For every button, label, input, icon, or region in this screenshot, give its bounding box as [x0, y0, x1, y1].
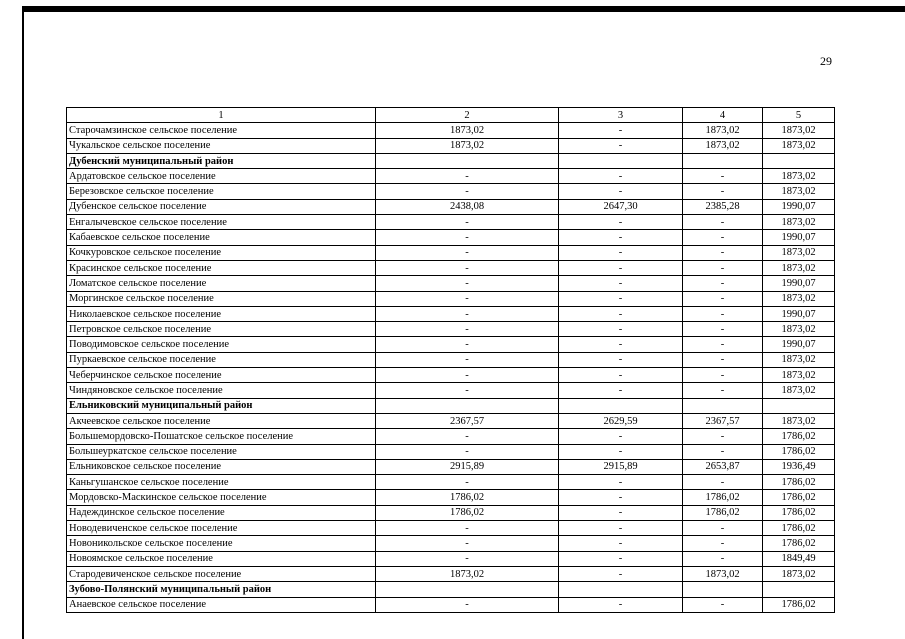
table-row [67, 459, 835, 474]
value-cell-col-2: - [376, 276, 559, 291]
value-cell-col-4: - [683, 306, 763, 321]
value-cell-col-5: 1873,02 [763, 368, 835, 383]
value-cell-col-5: 1849,49 [763, 551, 835, 566]
value-cell-col-5: 1873,02 [763, 352, 835, 367]
value-cell-col-4 [683, 582, 763, 597]
settlement-name-cell: Большеуркатское сельское поселение [67, 444, 376, 459]
value-cell-col-3 [559, 398, 683, 413]
value-cell-col-2: 1873,02 [376, 566, 559, 581]
value-cell-col-3 [559, 582, 683, 597]
table-header-row [67, 108, 835, 123]
value-cell-col-3: - [559, 490, 683, 505]
value-cell-col-4: - [683, 352, 763, 367]
value-cell-col-2: 2915,89 [376, 459, 559, 474]
value-cell-col-5: 1936,49 [763, 459, 835, 474]
table-row [67, 215, 835, 230]
table-row [67, 184, 835, 199]
value-cell-col-4: - [683, 429, 763, 444]
value-cell-col-2: - [376, 352, 559, 367]
table-row [67, 505, 835, 520]
table-row [67, 475, 835, 490]
value-cell-col-2: - [376, 475, 559, 490]
value-cell-col-4: - [683, 383, 763, 398]
value-cell-col-2: - [376, 536, 559, 551]
value-cell-col-4: - [683, 276, 763, 291]
district-row [67, 582, 835, 597]
column-header-3: 3 [559, 108, 683, 123]
district-name-cell: Дубенский муниципальный район [67, 153, 376, 168]
tariff-table [66, 107, 835, 613]
settlement-name-cell: Дубенское сельское поселение [67, 199, 376, 214]
value-cell-col-4: 1873,02 [683, 123, 763, 138]
settlement-name-cell: Кочкуровское сельское поселение [67, 245, 376, 260]
value-cell-col-5: 1786,02 [763, 490, 835, 505]
table-row [67, 245, 835, 260]
value-cell-col-5: 1873,02 [763, 566, 835, 581]
value-cell-col-2: - [376, 597, 559, 612]
value-cell-col-3: - [559, 123, 683, 138]
value-cell-col-5: 1873,02 [763, 123, 835, 138]
column-header-4: 4 [683, 108, 763, 123]
page-top-border [22, 6, 905, 12]
value-cell-col-3: - [559, 245, 683, 260]
value-cell-col-3: - [559, 521, 683, 536]
value-cell-col-3: - [559, 138, 683, 153]
value-cell-col-4: - [683, 322, 763, 337]
table-row [67, 536, 835, 551]
value-cell-col-2: 1873,02 [376, 138, 559, 153]
value-cell-col-4: - [683, 536, 763, 551]
value-cell-col-4: - [683, 368, 763, 383]
district-row [67, 398, 835, 413]
value-cell-col-4: - [683, 551, 763, 566]
value-cell-col-3: 2915,89 [559, 459, 683, 474]
value-cell-col-2 [376, 582, 559, 597]
value-cell-col-4: 2367,57 [683, 413, 763, 428]
value-cell-col-2: - [376, 291, 559, 306]
table-row [67, 322, 835, 337]
table-row [67, 352, 835, 367]
district-name-cell: Ельниковский муниципальный район [67, 398, 376, 413]
value-cell-col-2: - [376, 551, 559, 566]
table-row [67, 490, 835, 505]
value-cell-col-5 [763, 153, 835, 168]
settlement-name-cell: Стародевиченское сельское поселение [67, 566, 376, 581]
value-cell-col-4: 2653,87 [683, 459, 763, 474]
value-cell-col-5: 1873,02 [763, 184, 835, 199]
settlement-name-cell: Новоникольское сельское поселение [67, 536, 376, 551]
table-row [67, 337, 835, 352]
value-cell-col-4: - [683, 260, 763, 275]
settlement-name-cell: Надеждинское сельское поселение [67, 505, 376, 520]
value-cell-col-3: - [559, 566, 683, 581]
value-cell-col-5: 1786,02 [763, 475, 835, 490]
value-cell-col-3: - [559, 597, 683, 612]
settlement-name-cell: Ельниковское сельское поселение [67, 459, 376, 474]
value-cell-col-5: 1873,02 [763, 322, 835, 337]
column-header-1: 1 [67, 108, 376, 123]
value-cell-col-4: - [683, 245, 763, 260]
settlement-name-cell: Березовское сельское поселение [67, 184, 376, 199]
value-cell-col-3: - [559, 383, 683, 398]
settlement-name-cell: Пуркаевское сельское поселение [67, 352, 376, 367]
table-row [67, 429, 835, 444]
value-cell-col-3: - [559, 444, 683, 459]
table-row [67, 444, 835, 459]
table-row [67, 291, 835, 306]
table-row [67, 597, 835, 612]
value-cell-col-3: - [559, 230, 683, 245]
settlement-name-cell: Чеберчинское сельское поселение [67, 368, 376, 383]
table-row [67, 566, 835, 581]
value-cell-col-3: - [559, 551, 683, 566]
settlement-name-cell: Каньгушанское сельское поселение [67, 475, 376, 490]
value-cell-col-2: - [376, 169, 559, 184]
table-row [67, 169, 835, 184]
value-cell-col-5: 1873,02 [763, 215, 835, 230]
table-row [67, 276, 835, 291]
value-cell-col-3: - [559, 352, 683, 367]
value-cell-col-2: 1786,02 [376, 505, 559, 520]
value-cell-col-3: - [559, 475, 683, 490]
value-cell-col-3: - [559, 337, 683, 352]
value-cell-col-2: - [376, 245, 559, 260]
value-cell-col-4: - [683, 337, 763, 352]
settlement-name-cell: Кабаевское сельское поселение [67, 230, 376, 245]
settlement-name-cell: Анаевское сельское поселение [67, 597, 376, 612]
value-cell-col-3: - [559, 184, 683, 199]
settlement-name-cell: Чукальское сельское поселение [67, 138, 376, 153]
value-cell-col-4: - [683, 184, 763, 199]
value-cell-col-2: - [376, 429, 559, 444]
table-row [67, 551, 835, 566]
table-row [67, 123, 835, 138]
table-row [67, 306, 835, 321]
value-cell-col-4: - [683, 521, 763, 536]
table-row [67, 521, 835, 536]
value-cell-col-4: - [683, 230, 763, 245]
value-cell-col-4: 1873,02 [683, 566, 763, 581]
value-cell-col-5: 1873,02 [763, 138, 835, 153]
value-cell-col-3: - [559, 306, 683, 321]
page-number: 29 [820, 54, 832, 68]
value-cell-col-5: 1990,07 [763, 199, 835, 214]
value-cell-col-2: - [376, 383, 559, 398]
value-cell-col-5 [763, 398, 835, 413]
value-cell-col-2: - [376, 215, 559, 230]
settlement-name-cell: Енгалычевское сельское поселение [67, 215, 376, 230]
value-cell-col-4: 1786,02 [683, 490, 763, 505]
table-body [67, 108, 835, 613]
value-cell-col-5: 1873,02 [763, 383, 835, 398]
table-row [67, 383, 835, 398]
value-cell-col-3: 2647,30 [559, 199, 683, 214]
value-cell-col-3: - [559, 169, 683, 184]
settlement-name-cell: Мордовско-Маскинское сельское поселение [67, 490, 376, 505]
value-cell-col-3: - [559, 429, 683, 444]
value-cell-col-5: 1990,07 [763, 337, 835, 352]
value-cell-col-2: - [376, 444, 559, 459]
settlement-name-cell: Красинское сельское поселение [67, 260, 376, 275]
value-cell-col-5: 1786,02 [763, 597, 835, 612]
value-cell-col-4: 2385,28 [683, 199, 763, 214]
value-cell-col-2: - [376, 368, 559, 383]
value-cell-col-5: 1990,07 [763, 306, 835, 321]
settlement-name-cell: Новоямское сельское поселение [67, 551, 376, 566]
value-cell-col-2: 1873,02 [376, 123, 559, 138]
value-cell-col-2: - [376, 337, 559, 352]
value-cell-col-3 [559, 153, 683, 168]
table-row [67, 260, 835, 275]
settlement-name-cell: Моргинское сельское поселение [67, 291, 376, 306]
value-cell-col-2: 2367,57 [376, 413, 559, 428]
value-cell-col-5: 1786,02 [763, 429, 835, 444]
value-cell-col-4: 1873,02 [683, 138, 763, 153]
value-cell-col-2 [376, 153, 559, 168]
district-row [67, 153, 835, 168]
value-cell-col-5: 1786,02 [763, 521, 835, 536]
settlement-name-cell: Поводимовское сельское поселение [67, 337, 376, 352]
value-cell-col-5: 1873,02 [763, 291, 835, 306]
value-cell-col-5: 1990,07 [763, 276, 835, 291]
table-row [67, 230, 835, 245]
value-cell-col-2: - [376, 230, 559, 245]
settlement-name-cell: Большемордовско-Пошатское сельское поселение [67, 429, 376, 444]
value-cell-col-4 [683, 398, 763, 413]
value-cell-col-5: 1873,02 [763, 413, 835, 428]
settlement-name-cell: Николаевское сельское поселение [67, 306, 376, 321]
value-cell-col-2: 1786,02 [376, 490, 559, 505]
table-row [67, 138, 835, 153]
value-cell-col-3: - [559, 215, 683, 230]
value-cell-col-2: - [376, 260, 559, 275]
page-left-border [22, 6, 24, 639]
value-cell-col-5: 1786,02 [763, 536, 835, 551]
value-cell-col-4: - [683, 215, 763, 230]
value-cell-col-3: - [559, 260, 683, 275]
settlement-name-cell: Чиндяновское сельское поселение [67, 383, 376, 398]
value-cell-col-4: - [683, 475, 763, 490]
value-cell-col-4: - [683, 597, 763, 612]
value-cell-col-3: - [559, 322, 683, 337]
column-header-2: 2 [376, 108, 559, 123]
value-cell-col-3: - [559, 368, 683, 383]
value-cell-col-2 [376, 398, 559, 413]
value-cell-col-4 [683, 153, 763, 168]
settlement-name-cell: Новодевиченское сельское поселение [67, 521, 376, 536]
value-cell-col-3: - [559, 291, 683, 306]
value-cell-col-5: 1873,02 [763, 245, 835, 260]
value-cell-col-4: - [683, 291, 763, 306]
value-cell-col-2: 2438,08 [376, 199, 559, 214]
value-cell-col-5: 1873,02 [763, 260, 835, 275]
value-cell-col-4: - [683, 169, 763, 184]
settlement-name-cell: Ардатовское сельское поселение [67, 169, 376, 184]
settlement-name-cell: Старочамзинское сельское поселение [67, 123, 376, 138]
table-row [67, 413, 835, 428]
settlement-name-cell: Петровское сельское поселение [67, 322, 376, 337]
district-name-cell: Зубово-Полянский муниципальный район [67, 582, 376, 597]
value-cell-col-4: 1786,02 [683, 505, 763, 520]
value-cell-col-3: - [559, 276, 683, 291]
value-cell-col-2: - [376, 521, 559, 536]
table-row [67, 199, 835, 214]
value-cell-col-3: - [559, 505, 683, 520]
table-row [67, 368, 835, 383]
value-cell-col-5 [763, 582, 835, 597]
value-cell-col-5: 1786,02 [763, 505, 835, 520]
value-cell-col-2: - [376, 306, 559, 321]
value-cell-col-4: - [683, 444, 763, 459]
value-cell-col-3: 2629,59 [559, 413, 683, 428]
column-header-5: 5 [763, 108, 835, 123]
value-cell-col-5: 1786,02 [763, 444, 835, 459]
value-cell-col-3: - [559, 536, 683, 551]
value-cell-col-5: 1990,07 [763, 230, 835, 245]
settlement-name-cell: Акчеевское сельское поселение [67, 413, 376, 428]
settlement-name-cell: Ломатское сельское поселение [67, 276, 376, 291]
value-cell-col-2: - [376, 184, 559, 199]
value-cell-col-5: 1873,02 [763, 169, 835, 184]
value-cell-col-2: - [376, 322, 559, 337]
